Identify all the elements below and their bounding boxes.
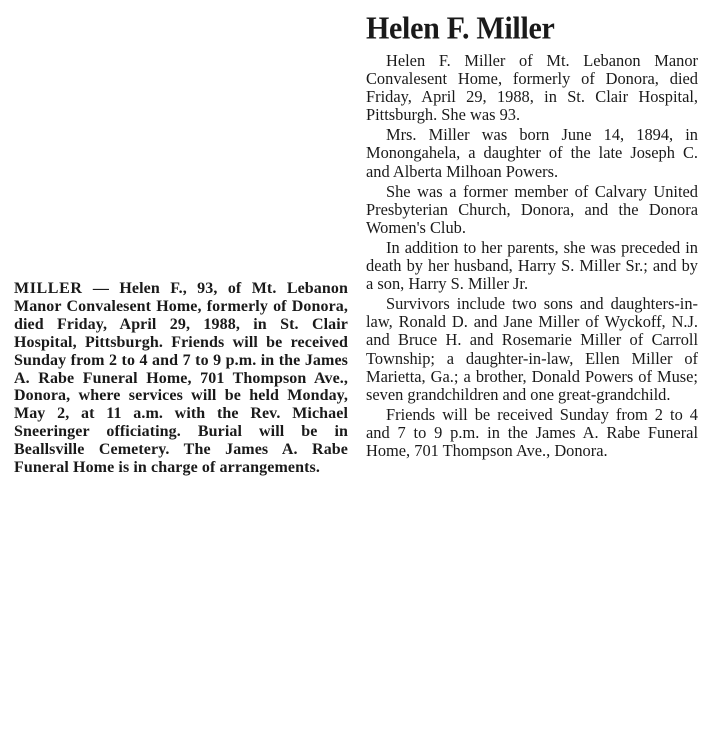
obituary-paragraph-membership: She was a former member of Calvary United Presbyterian Church, Donora, and the Donora Women's Club. bbox=[366, 181, 698, 237]
obituary-paragraph-death: Helen F. Miller of Mt. Lebanon Manor Convalesent Home, formerly of Donora, died Friday, April 29, 1988, in St. Clair Hospital, Pittsburgh. She was 93. bbox=[366, 51, 698, 125]
obituary-paragraph-survivors: Survivors include two sons and daughters-in-law, Ronald D. and Jane Miller of Wyckoff, N.J. and Bruce H. and Rosemarie Miller of Carroll Township; a daughter-in-law, Ellen Miller of Marietta, Ga.; a brother, Donald Powers of Muse; seven grandchildren and one great-grandchild. bbox=[366, 294, 698, 404]
obituary-paragraph-services: Friends will be received Sunday from 2 to 4 and 7 to 9 p.m. in the James A. Rabe Funeral Home, 701 Thompson Ave., Donora. bbox=[366, 404, 698, 460]
obituary-article bbox=[366, 8, 698, 462]
obituary-paragraph-birth: Mrs. Miller was born June 14, 1894, in Monongahela, a daughter of the late Joseph C. and Alberta Milhoan Powers. bbox=[366, 125, 698, 181]
death-notice-surname: MILLER bbox=[14, 280, 83, 297]
obituary-paragraph-preceded: In addition to her parents, she was preceded in death by her husband, Harry S. Miller Sr.; and by a son, Harry S. Miller Jr. bbox=[366, 237, 698, 294]
obituary-headline: Helen F. Miller bbox=[366, 11, 555, 46]
death-notice-text: — Helen F., 93, of Mt. Lebanon Manor Convalesent Home, formerly of Donora, died Friday, April 29, 1988, in St. Clair Hospital, Pittsburgh. Friends will be received Sunday from 2 to 4 and 7 to 9 p.m. in the James A. Rabe Funeral Home, 701 Thompson Ave., Donora, where services will be held Monday, May 2, at 11 a.m. with the Rev. Michael Sneeringer officiating. Burial will be in Beallsville Cemetery. The James A. Rabe Funeral Home is in charge of arrangements. bbox=[14, 280, 348, 477]
death-notice bbox=[14, 280, 348, 477]
